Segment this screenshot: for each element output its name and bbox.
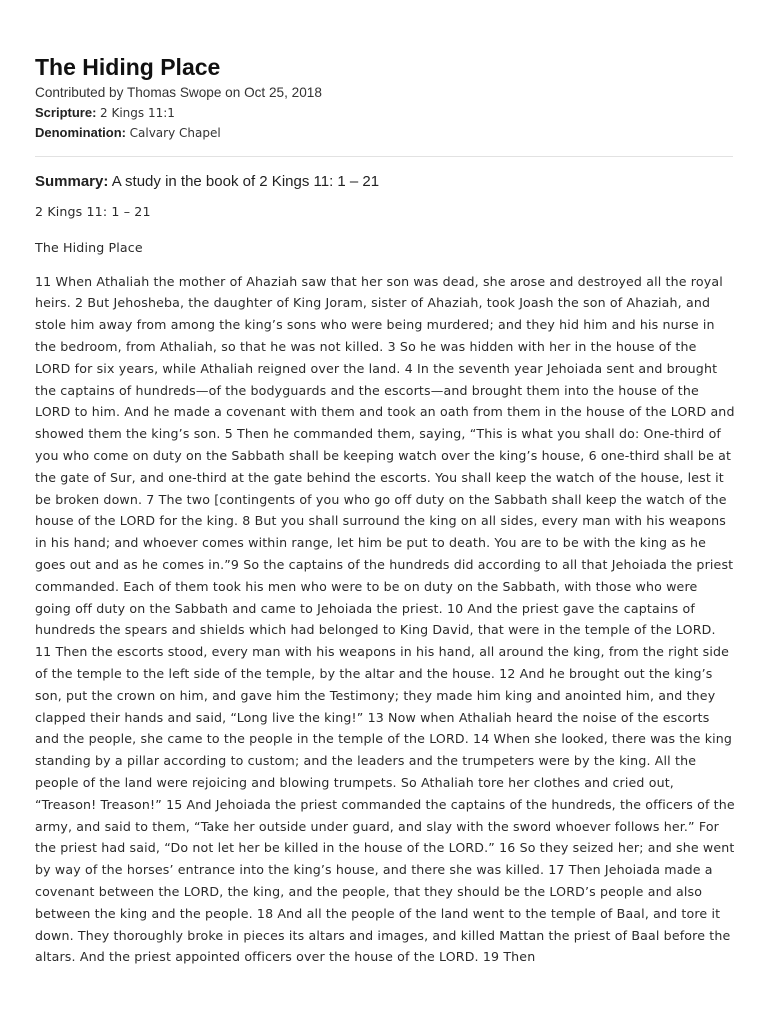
document-header: [35, 52, 733, 143]
scripture-passage: 11 When Athaliah the mother of Ahaziah saw that her son was dead, she arose and destroyed all the royal heirs. 2 But Jehosheba, the daughter of King Joram, sister of Ahaziah, took Joash the son of Ahaziah, and stole him away from among the king’s sons who were being murdered; and they hid him and his nurse in the bedroom, from Athaliah, so that he was not killed. 3 So he was hidden with her in the house of the LORD for six years, while Athaliah reigned over the land. 4 In the seventh year Jehoiada sent and brought the captains of hundreds—of the bodyguards and the escorts—and brought them into the house of the LORD to him. And he made a covenant with them and took an oath from them in the house of the LORD and showed them the king’s son. 5 Then he commanded them, saying, “This is what you shall do: One-third of you who come on duty on the Sabbath shall be keeping watch over the king’s house, 6 one-third shall be at the gate of Sur, and one-third at the gate behind the escorts. You shall keep the watch of the house, lest it be broken down. 7 The two [contingents of you who go off duty on the Sabbath shall keep the watch of the house of the LORD for the king. 8 But you shall surround the king on all sides, every man with his weapons in his hand; and whoever comes within range, let him be put to death. You are to be with the king as he goes out and as he comes in.”9 So the captains of the hundreds did according to all that Jehoiada the priest commanded. Each of them took his men who were to be on duty on the Sabbath, with those who were going off duty on the Sabbath and came to Jehoiada the priest. 10 And the priest gave the captains of hundreds the spears and shields which had belonged to King David, that were in the temple of the LORD. 11 Then the escorts stood, every man with his weapons in his hand, all around the king, from the right side of the temple to the left side of the temple, by the altar and the house. 12 And he brought out the king’s son, put the crown on him, and gave him the Testimony; they made him king and anointed him, and they clapped their hands and said, “Long live the king!” 13 Now when Athaliah heard the noise of the escorts and the people, she came to the people in the temple of the LORD. 14 When she looked, there was the king standing by a pillar according to custom; and the leaders and the trumpeters were by the king. All the people of the land were rejoicing and blowing trumpets. So Athaliah tore her clothes and cried out, “Treason! Treason!” 15 And Jehoiada the priest commanded the captains of the hundreds, the officers of the army, and said to them, “Take her outside under guard, and slay with the sword whoever follows her.” For the priest had said, “Do not let her be killed in the house of the LORD.” 16 So they seized her; and she went by way of the horses’ entrance into the king’s house, and there she was killed. 17 Then Jehoiada made a covenant between the LORD, the king, and the people, that they should be the LORD’s people and also between the king and the people. 18 And all the people of the land went to the temple of Baal, and tore it down. They thoroughly broke in pieces its altars and images, and killed Mattan the priest of Baal before the altars. And the priest appointed officers over the house of the LORD. 19 Then: [35, 273, 735, 965]
header-divider: [35, 156, 733, 157]
denomination-line: [35, 123, 733, 143]
scripture-value: 2 Kings 11:1: [100, 106, 175, 120]
scripture-line: [35, 103, 733, 123]
summary-line: [35, 172, 733, 192]
byline: Contributed by Thomas Swope on Oct 25, 2018: [35, 85, 322, 100]
summary-label: Summary:: [35, 173, 109, 190]
denomination-value: Calvary Chapel: [129, 126, 221, 140]
scripture-label: Scripture:: [35, 105, 97, 120]
scripture-reference: 2 Kings 11: 1 – 21: [35, 204, 151, 219]
section-heading: The Hiding Place: [35, 239, 143, 255]
summary-value: A study in the book of 2 Kings 11: 1 – 21: [111, 173, 380, 190]
page-title: The Hiding Place: [35, 54, 221, 80]
denomination-label: Denomination:: [35, 125, 126, 140]
sermon-body: [35, 201, 735, 968]
